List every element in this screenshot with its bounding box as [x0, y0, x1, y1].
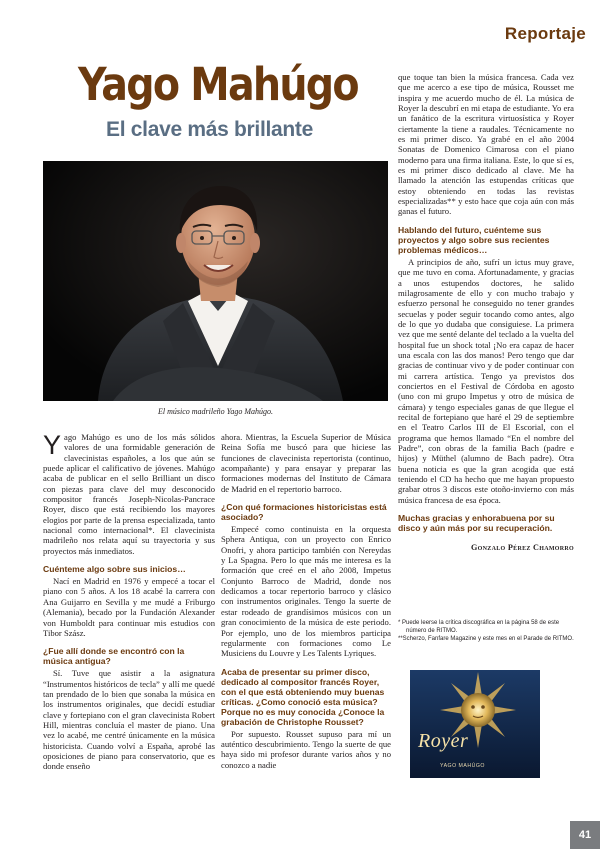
footnote: * Puede leerse la crítica discográfica en la página 58 de este número de RITMO.	[398, 620, 560, 634]
answer-paragraph: Empecé como continuista en la orquesta Sphera Antiqua, con un proyecto con Enrico Onofri, y ahora participo también con Nereydas y La Spagna. Pero lo que más me interesa es la formación que creé en el año 2008, Impetus Conjunto Barroco de Madrid, donde nos dedicamos a tocar repertorio barroco y clásico con instrumentos originales. Tengo la suerte de estar rodeado de grandísimos músicos con un gran conocimiento de la música de este periodo. Por ejemplo, uno de los miembros participa regularmente con formaciones como Le Musiciens du Louvre y Les Talents Lyriques.	[221, 524, 391, 659]
album-cover	[410, 670, 540, 778]
column-3	[398, 72, 574, 553]
intro-paragraph: Yago Mahúgo es uno de los más sólidos valores de una formidable generación de clavecinistas españoles, a los que aún se puede aplicar el calificativo de jóvenes. Mahúgo acaba de publicar en el sello Brilliant un disco con piezas para clave del muy desconocido compositor francés Joseph-Nicolas-Pancrace Royer, disco que está recibiendo los mayores elogios por parte de la prensa especializada, tanto nacional como internacional*. El clavecinista madrileño nos relata aquí su trayectoria y sus proyectos más inmediatos.	[43, 430, 215, 556]
author-byline: Gonzalo Pérez Chamorro	[471, 543, 574, 553]
answer-paragraph: que toque tan bien la música francesa. Cada vez que me acerco a ese tipo de música, Rousset me inspira y me acuerdo mucho de él. La música de Royer la descubrí en mi etapa de estudiante. Yo era un fanático de la escritura virtuosística y Royer ciertamente la tiene a raudales. Técnicamente no es mi primer disco. Ya grabé en el año 2004 Sonatas de Domenico Cimarosa con el piano moderno para una firma italiana. Este, lo que sí es, es mi primer disco dedicado al clave. Me ha llamado la atención las estupendas críticas que estoy obteniendo en todas las revistas especializadas** y esto hace que coja aún con más ganas el futuro.	[398, 72, 574, 217]
footnotes	[398, 620, 574, 645]
article-subtitle: El clave más brillante	[106, 118, 314, 141]
closing-heading: Muchas gracias y enhorabuena por su disco y aún más por su recuperación.	[398, 513, 555, 534]
question-heading: Hablando del futuro, cuénteme sus proyectos y algo sobre sus recientes problemas médicos…	[398, 224, 550, 255]
answer-paragraph: Por supuesto. Rousset supuso para mí un auténtico descubrimiento. Tengo la suerte de que haya sido mi profesor durante varios años y no conozco a nadie	[221, 728, 391, 770]
album-title: Royer	[418, 730, 469, 752]
photo-caption: El músico madrileño Yago Mahúgo.	[157, 407, 274, 416]
portrait-photo	[43, 161, 388, 401]
sun-emblem-icon	[410, 670, 540, 778]
question-heading: Cuénteme algo sobre sus inicios…	[43, 564, 186, 575]
footnote: **Scherzo, Fanfare Magazine y este mes en el Parade de RITMO.	[398, 636, 574, 642]
album-artist: YAGO MAHÚGO	[440, 763, 485, 769]
page-number: 41	[570, 821, 600, 849]
drop-cap: Y	[43, 430, 62, 460]
answer-paragraph: A principios de año, sufrí un ictus muy grave, que me tuvo en coma. Afortunadamente, y gracias a unos estupendos doctores, he salido milagrosamente de ello y con mucho trabajo y esfuerzo personal he conseguido no tener grandes secuelas y poder seguir tocando como antes, algo de lo que yo dudaba que consiguiese. La primera vez que me senté delante del teclado a la vuelta del hospital fue un shock total ¡No era capaz de hacer una escala con las dos manos! Pero tengo que dar gracias de continuar vivo y de poder continuar con mi carrera artística. Tengo ya previstos dos conciertos en el Festival de Córdoba en agosto (uno con mi grupo Impetus y otro de música de cámara) y tengo especiales ganas de que llegue el recital de fortepiano que haré el 29 de septiembre en el Teatro Carlos III de El Escorial, con el programa que hemos llamado “En el nombre del Padre”, con obras de la familia Bach (padre e hijos) y Müthel (alumno de Bach padre). Otra buena noticia es que la gran acogida que está teniendo el CD ha hecho que me hayan propuesto grabar otros 3 discos este otoño-invierno con más música francesa de esa época.	[398, 256, 574, 505]
answer-paragraph: Nací en Madrid en 1976 y empecé a tocar el piano con 5 años. A los 18 acabé la carrera con Ana Guijarro en Sevilla y me mudé a Friburgo (Alemania), becado por la Fundación Alexander von Humboldt para continuar mis estudios con Tibor Szász.	[43, 576, 215, 638]
answer-paragraph: ahora. Mientras, la Escuela Superior de Música Reina Sofía me buscó para que hiciese las funciones de clavecinista repertorista (continuo, acompañante) y para ensayar y preparar las formaciones modernas del Instituto de Cámara de Madrid en el repertorio barroco.	[221, 432, 391, 494]
section-label: Reportaje	[504, 24, 586, 43]
column-2	[221, 432, 391, 770]
article-title: Yago Mahúgo	[78, 58, 358, 111]
question-heading: ¿Con qué formaciones historicistas está asociado?	[221, 502, 387, 523]
question-heading: Acaba de presentar su primer disco, dedicado al compositor francés Royer, con el que está obteniendo muy buenas críticas. ¿Como conoció esta música? Porque no es muy conocida ¿Conoce la grabación de Christophe Rousset?	[221, 666, 385, 727]
column-1	[43, 432, 215, 772]
question-heading: ¿Fue allí donde se encontró con la música antigua?	[43, 646, 185, 667]
answer-paragraph: Sí. Tuve que asistir a la asignatura “Instrumentos históricos de tecla” y allí me quedé tan prendado de lo bien que sonaba la música en los instrumentos originales, que decidí estudiar clave y fortepiano con el gran clavecinista Robert Hill, mientras concluía el master de piano. Una vez lo acabé, me centré únicamente en la música historicista. Cuando volví a España, aprobé las oposiciones de piano para conservatorio, que es donde enseño	[43, 668, 215, 772]
